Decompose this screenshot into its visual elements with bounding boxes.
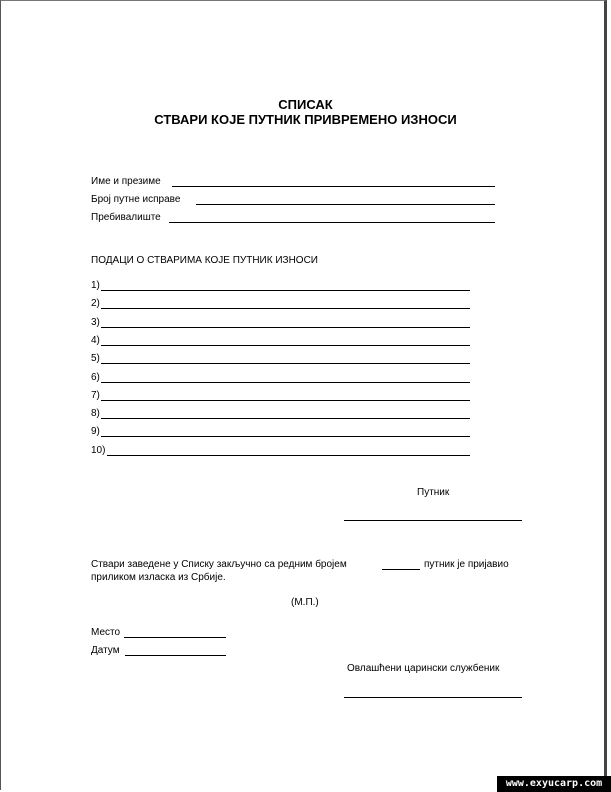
document-subtitle: СТВАРИ КОЈЕ ПУТНИК ПРИВРЕМЕНО ИЗНОСИ — [154, 112, 457, 127]
item-field[interactable] — [101, 345, 470, 346]
item-field[interactable] — [101, 308, 470, 309]
date-label: Датум — [91, 645, 120, 656]
name-field[interactable] — [172, 186, 495, 187]
item-number: 9) — [91, 426, 100, 438]
item-number: 4) — [91, 334, 100, 346]
document-title: СПИСАК — [278, 97, 333, 112]
item-field[interactable] — [101, 400, 470, 401]
stamp-placeholder: (М.П.) — [291, 597, 319, 608]
item-field[interactable] — [101, 382, 470, 383]
item-number: 1) — [91, 280, 100, 291]
item-field[interactable] — [101, 290, 470, 291]
item-field[interactable] — [107, 455, 470, 456]
item-field[interactable] — [101, 363, 470, 364]
residence-label: Пребивалиште — [91, 212, 161, 223]
watermark: www.exyucarp.com — [497, 776, 611, 792]
traveler-signature-line[interactable] — [344, 520, 522, 521]
date-field[interactable] — [125, 655, 226, 656]
traveler-label: Путник — [417, 487, 450, 498]
item-number: 10) — [91, 444, 106, 456]
item-field[interactable] — [101, 327, 470, 328]
place-field[interactable] — [124, 637, 226, 638]
document-number-field[interactable] — [196, 204, 495, 205]
statement-text-2: путник је пријавио — [424, 559, 509, 570]
item-number: 7) — [91, 389, 100, 401]
item-field[interactable] — [101, 418, 470, 419]
last-item-number-field[interactable] — [382, 569, 420, 570]
place-label: Место — [91, 627, 121, 638]
name-label: Име и презиме — [91, 176, 161, 187]
item-number: 5) — [91, 353, 100, 365]
item-number: 2) — [91, 298, 100, 310]
officer-signature-line[interactable] — [344, 697, 522, 698]
residence-field[interactable] — [169, 222, 495, 223]
item-number: 8) — [91, 408, 100, 420]
item-number: 3) — [91, 316, 100, 328]
statement-text-3: приликом изласка из Србије. — [91, 572, 226, 583]
item-number: 6) — [91, 371, 100, 383]
officer-label: Овлашћени царински службеник — [347, 663, 500, 674]
items-section-heading: ПОДАЦИ О СТВАРИМА КОЈЕ ПУТНИК ИЗНОСИ — [91, 255, 318, 266]
item-field[interactable] — [101, 436, 470, 437]
document-number-label: Број путне исправе — [91, 194, 181, 205]
statement-text-1: Ствари заведене у Списку закључно са редним бројем — [91, 559, 347, 570]
